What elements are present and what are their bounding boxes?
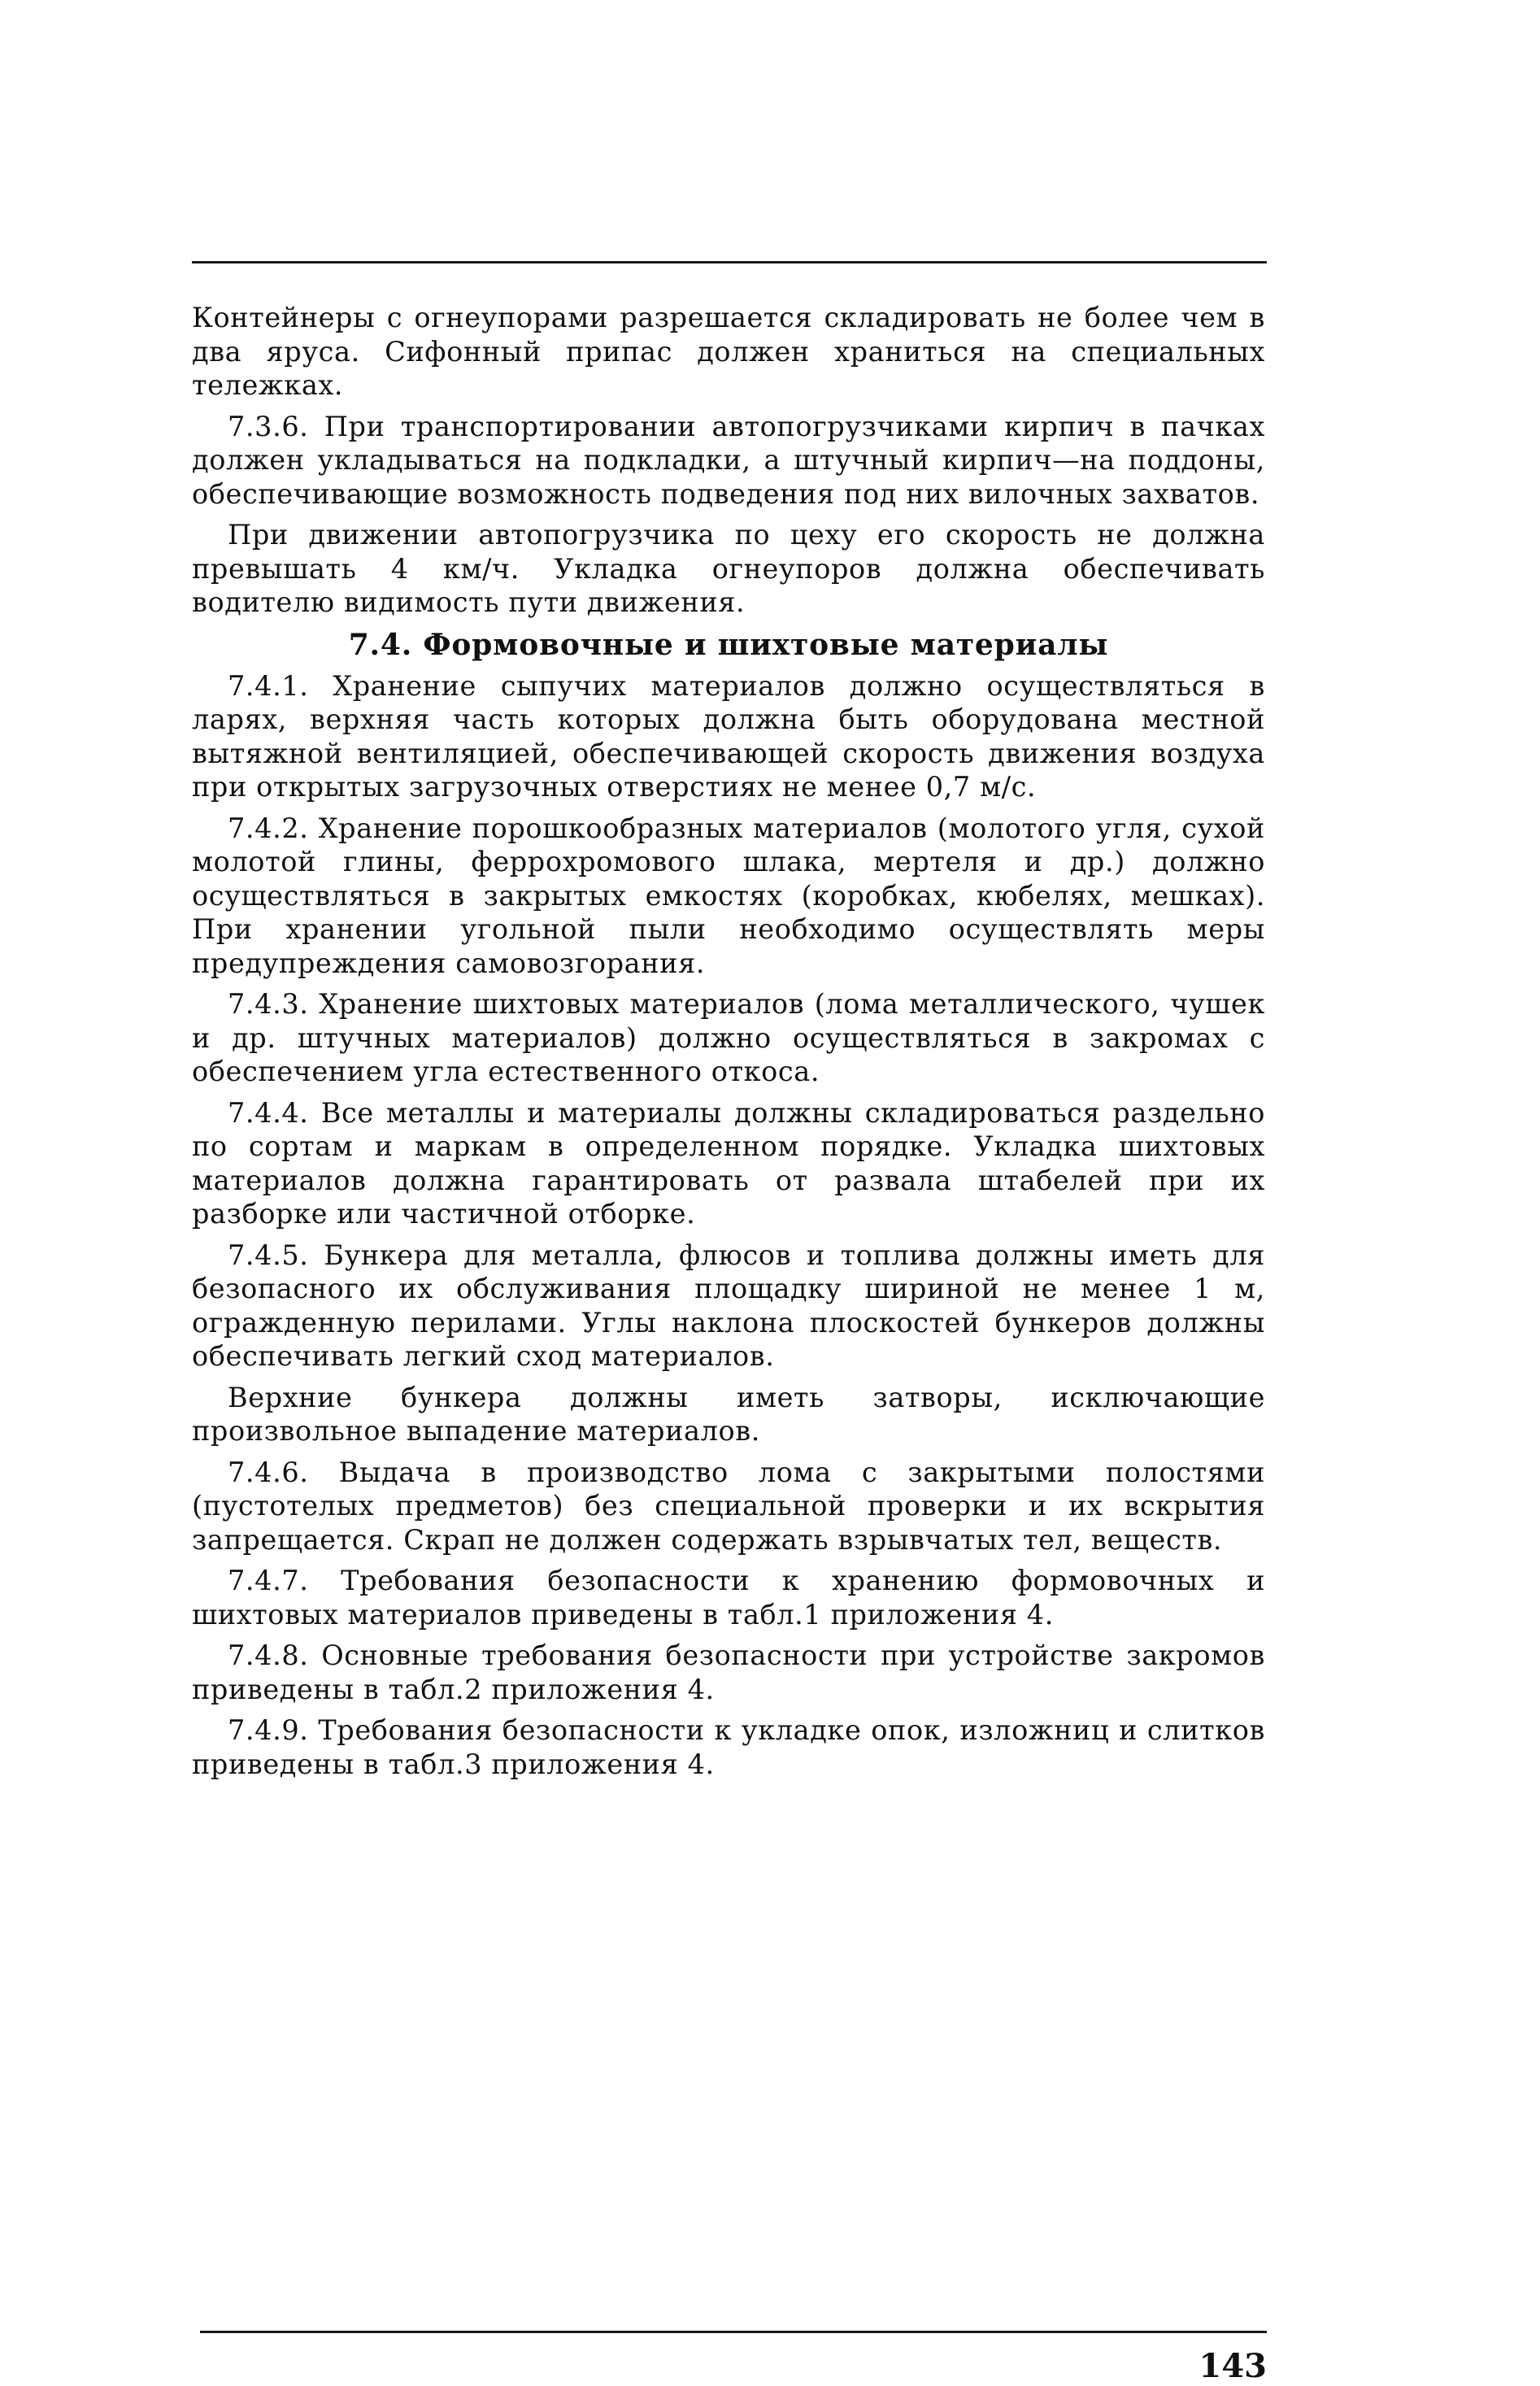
- paragraph: 7.4.1. Хранение сыпучих материалов должно осуществляться в ларях, верхняя часть которых должна быть оборудована местной вытяжной вентиляцией, обеспечивающей скорость движения воздуха при открытых загрузочных отверстиях не менее 0,7 м/с.: [192, 669, 1265, 803]
- section-heading: 7.4. Формовочные и шихтовые материалы: [348, 627, 1109, 662]
- paragraph: 7.4.7. Требования безопасности к хранению формовочных и шихтовых материалов приведены в табл.1 приложения 4.: [192, 1565, 1265, 1631]
- paragraph: 7.4.2. Хранение порошкообразных материалов (молотого угля, сухой молотой глины, феррохромового шлака, мертеля и др.) должно осуществляться в закрытых емкостях (коробках, кюбелях, мешках). При хранении угольной пыли необходимо осуществлять меры предупреждения самовозгорания.: [192, 812, 1265, 979]
- paragraph: 7.4.9. Требования безопасности к укладке опок, изложниц и слитков приведены в табл.3 приложения 4.: [192, 1714, 1265, 1780]
- paragraph: 7.4.6. Выдача в производство лома с закрытыми полостями (пустотелых предметов) без специальной проверки и их вскрытия запрещается. Скрап не должен содержать взрывчатых тел, веществ.: [192, 1456, 1265, 1556]
- paragraph: Контейнеры с огнеупорами разрешается складировать не более чем в два яруса. Сифонный припас должен храниться на специальных тележках.: [192, 302, 1265, 401]
- paragraph: 7.4.5. Бункера для металла, флюсов и топлива должны иметь для безопасного их обслуживания площадку шириной не менее 1 м, огражденную перилами. Углы наклона плоскостей бункеров должны обеспечивать легкий сход материалов.: [192, 1239, 1265, 1372]
- top-rule: [192, 261, 1267, 263]
- paragraph: 7.4.8. Основные требования безопасности при устройстве закромов приведены в табл.2 приложения 4.: [192, 1639, 1265, 1705]
- paragraph: 7.4.4. Все металлы и материалы должны складироваться раздельно по сортам и маркам в определенном порядке. Укладка шихтовых материалов должна гарантировать от развала штабелей при их разборке или частичной отборке.: [192, 1096, 1265, 1230]
- paragraph: При движении автопогрузчика по цеху его скорость не должна превышать 4 км/ч. Укладка огнеупоров должна обеспечивать водителю видимость пути движения.: [192, 519, 1265, 618]
- paragraph: 7.4.3. Хранение шихтовых материалов (лома металлического, чушек и др. штучных материалов) должно осуществляться в закромах с обеспечением угла естественного откоса.: [192, 988, 1265, 1087]
- paragraph: Верхние бункера должны иметь затворы, исключающие произвольное выпадение материалов.: [192, 1381, 1265, 1447]
- paragraph: 7.3.6. При транспортировании автопогрузчиками кирпич в пачках должен укладываться на подкладки, а штучный кирпич—на поддоны, обеспечивающие возможность подведения под них вилочных захватов.: [192, 410, 1265, 510]
- page-body: [192, 301, 1265, 1788]
- page-number: 143: [1199, 2347, 1267, 2385]
- bottom-rule: [200, 2331, 1267, 2333]
